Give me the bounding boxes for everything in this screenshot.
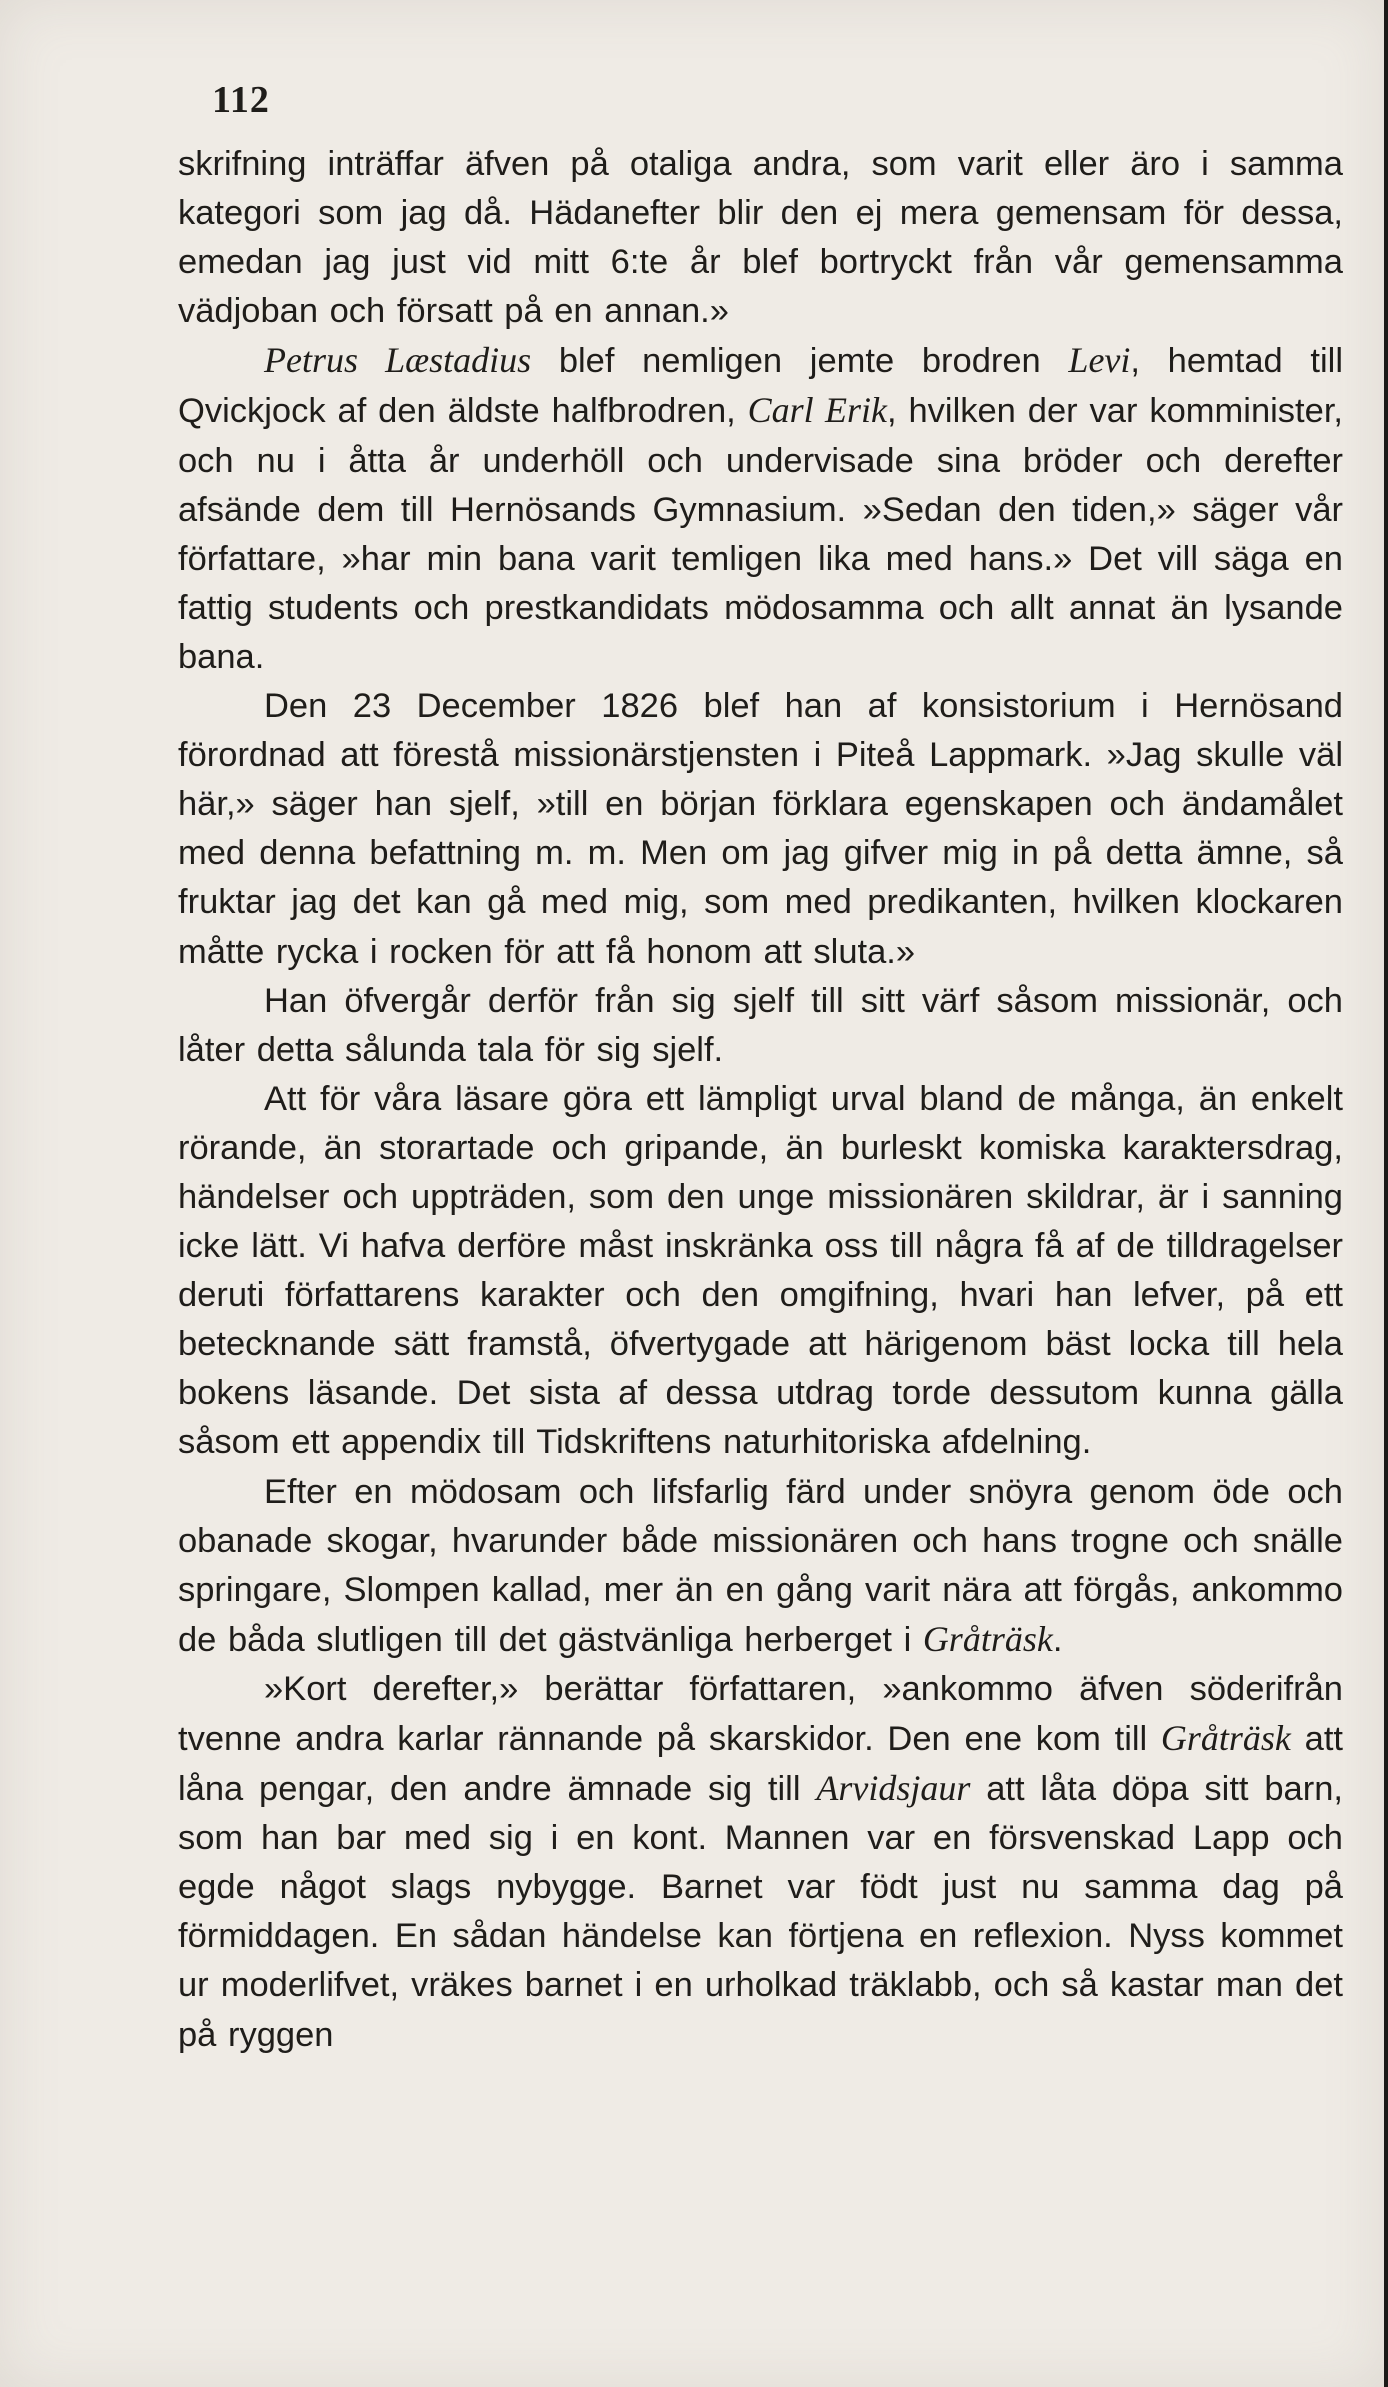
text-segment: »Kort derefter,» berättar författaren, »ankommo äfven söderifrån tvenne andra karlar rännande på skarskidor. Den ene kom till	[178, 1669, 1343, 1758]
paragraph	[178, 977, 1343, 1075]
paragraph	[178, 1075, 1343, 1468]
text-segment: Den 23 December 1826 blef han af konsistorium i Hernösand förordnad att förestå missionärstjensten i Piteå Lappmark. »Jag skulle väl här,» säger han sjelf, »till en början förklara egenskapen och ändamålet med denna befattning m. m. Men om jag gifver mig in på detta ämne, så fruktar jag det kan gå med mig, som med predikanten, hvilken klockaren måtte rycka i rocken för att få honom att sluta.»	[178, 687, 1343, 971]
body-text	[178, 140, 1343, 2060]
text-segment: , hvilken der var komminister, och nu i åtta år underhöll och undervisade sina bröder och derefter afsände dem till Hernösands Gymnasium. »Sedan den tiden,» säger vår författare, »har min bana varit temligen lika med hans.» Det vill säga en fattig students och prestkandidats mödosamma och allt annat än lysande bana.	[178, 392, 1343, 676]
paragraph	[178, 1468, 1343, 1665]
text-segment: blef nemligen jemte brodren	[531, 342, 1069, 381]
text-segment: att låta döpa sitt barn, som han bar med sig i en kont. Mannen var en försvenskad Lapp och egde något slags nybygge. Barnet var födt just nu samma dag på förmiddagen. En sådan händelse kan förtjena en reflexion. Nyss kommet ur moderlifvet, vräkes barnet i en urholkad träklabb, och så kastar man det på ryggen	[178, 1770, 1343, 2054]
paragraph	[178, 140, 1343, 336]
text-segment: Han öfvergår derför från sig sjelf till sitt värf såsom missionär, och låter detta sålunda tala för sig sjelf.	[178, 981, 1343, 1069]
text-segment: , hemtad till Qvickjock af den äldste halfbrodren,	[178, 342, 1343, 431]
italic-text: Gråträsk	[1160, 1718, 1291, 1758]
italic-text: Carl Erik	[747, 390, 887, 431]
italic-text: Arvidsjaur	[816, 1768, 971, 1809]
italic-text: Gråträsk	[922, 1618, 1053, 1659]
text-segment: Efter en mödosam och lifsfarlig färd under snöyra genom öde och obanade skogar, hvarunder både missionären och hans trogne och snälle springare, Slompen kallad, mer än en gång varit nära att förgås, ankommo de båda slutligen till det gästvänliga herberget i	[178, 1472, 1343, 1659]
paragraph	[178, 682, 1343, 977]
text-segment: att låna pengar, den andre ämnade sig till	[178, 1720, 1343, 1809]
text-segment: .	[1052, 1620, 1063, 1659]
text-segment: skrifning inträffar äfven på otaliga andra, som varit eller äro i samma kategori som jag då. Hädanefter blir den ej mera gemensam för dessa, emedan jag just vid mitt 6:te år blef bortryckt från vår gemensamma vädjoban och försatt på en annan.»	[178, 145, 1343, 331]
italic-text: Levi	[1068, 340, 1131, 381]
paragraph	[178, 336, 1343, 682]
text-segment: Att för våra läsare göra ett lämpligt urval bland de många, än enkelt rörande, än storartade och gripande, än burleskt komiska karaktersdrag, händelser och uppträden, som den unge missionären skildrar, är i sanning icke lätt. Vi hafva derföre måst inskränka oss till några få af de tilldragelser deruti författarens karakter och den omgifning, hvari han lefver, på ett betecknande sätt framstå, öfvertygade att härigenom bäst locka till hela bokens läsande. Det sista af dessa utdrag torde dessutom kunna gälla såsom ett appendix till Tidskriftens naturhitoriska afdelning.	[178, 1079, 1343, 1462]
page-number: 112	[212, 79, 270, 121]
page-edge	[1384, 0, 1388, 2387]
italic-text: Petrus Læstadius	[264, 340, 532, 381]
paragraph	[178, 1665, 1343, 2060]
